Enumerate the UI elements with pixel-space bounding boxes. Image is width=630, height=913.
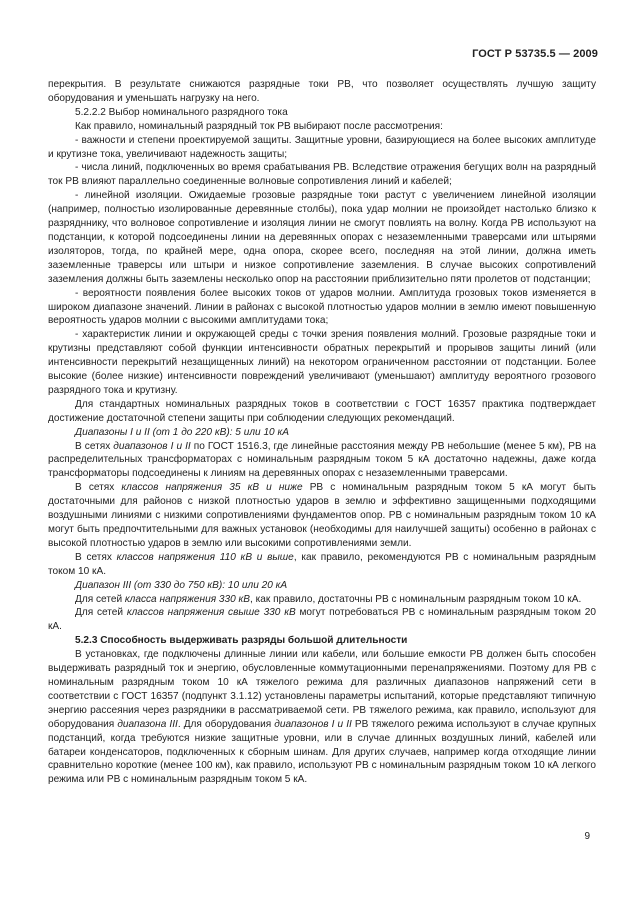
text-run: Для сетей	[75, 593, 125, 605]
paragraph	[48, 440, 596, 482]
text-run: . Для оборудования	[177, 718, 275, 730]
paragraph: перекрытия. В результате снижаются разрядные токи РВ, что позволяет осуществлять лучшую защиту оборудования и уменьшать нагрузку на него.	[48, 79, 596, 104]
italic-run: классов напряжения свыше 330 кВ	[126, 607, 296, 619]
paragraph	[48, 481, 596, 551]
paragraph	[48, 648, 596, 787]
paragraph: - числа линий, подключенных во время срабатывания РВ. Вследствие отражения бегущих волн на разрядный ток РВ влияют параллельно соединенные волновые сопротивления линий и кабелей;	[48, 162, 596, 188]
paragraph	[48, 606, 596, 634]
paragraph: - важности и степени проектируемой защиты. Защитные уровни, базирующиеся на более высоких амплитуде и крутизне тока, увеличивают надежность защиты;	[48, 134, 596, 160]
paragraph	[48, 551, 596, 579]
text-run: , как правило, рекомендуются РВ с номинальным разрядным током 10 кА.	[48, 551, 596, 577]
document-header: ГОСТ Р 53735.5 — 2009	[472, 48, 598, 60]
paragraph: - характеристик линии и окружающей среды с точки зрения появления молний. Грозовые разрядные токи и крутизны представляют собой функции интенсивности обратных перекрытий и прорывов защиты линий (или интенсивности перекрытий незащищенных линий) на некотором ограниченном расстоянии от подстанции. Более высокие (более низкие) интенсивности повреждений увеличивают (уменьшают) амплитуду вероятного грозового разрядного тока и крутизну.	[48, 329, 596, 396]
text-run: Для сетей	[75, 607, 127, 619]
text-run: могут потребоваться РВ с номинальным разрядным током 20 кА.	[48, 607, 597, 633]
paragraph: - линейной изоляции. Ожидаемые грозовые разрядные токи растут с увеличением линейной изоляции (например, полностью изолированные деревянные столбы), пока удар молнии не произойдет настолько близко к разрядннику, что волновое сопротивление и изоляция линии не смогут повлиять на волну. Когда РВ используют на подстанции, к которой подсоединены линии на деревянных опорах с незаземленными траверсами или штырями изоляторов, тогда, по крайней мере, одна опора, скорее всего, последняя на этой линии, должна иметь заземленные траверсы или штыри и низкое сопротивление заземления. В случае высоких сопротивлений заземления должны быть заземлены несколько опор на расстоянии приблизительно пяти пролетов от подстанции;	[48, 190, 596, 285]
text-run: , как правило, достаточны РВ с номинальным разрядным током 10 кА.	[250, 593, 582, 605]
italic-run: диапазонов I и II	[113, 440, 191, 452]
italic-run: классов напряжения 110 кВ и выше	[116, 551, 294, 563]
italic-run: диапазона III	[117, 718, 178, 730]
text-run: В сетях	[75, 482, 122, 494]
text-run: В сетях	[75, 440, 114, 452]
paragraph: 5.2.2.2 Выбор номинального разрядного тока	[75, 106, 288, 118]
paragraph: - вероятности появления более высоких токов от ударов молнии. Амплитуда грозовых токов изменяется в широком диапазоне значений. Линии в районах с высокой плотностью ударов молнии в землю имеют повышенную вероятность ударов молнии с высокими амплитудами тока;	[48, 287, 596, 327]
paragraph: Диапазоны I и II (от 1 до 220 кВ): 5 или 10 кА	[75, 426, 289, 438]
text-run: В сетях	[75, 551, 117, 563]
italic-run: класса напряжения 330 кВ	[124, 593, 251, 605]
document-body	[48, 78, 596, 787]
italic-run: диапазонов I и II	[274, 718, 352, 730]
paragraph: Для стандартных номинальных разрядных токов в соответствии с ГОСТ 16357 практика подтверждает достижение достаточной степени защиты при соблюдении следующих рекомендаций.	[48, 398, 596, 424]
text-run: РВ тяжелого режима используют в случае крупных подстанций, когда требуются низкие защитные уровни, или в случае длинных воздушных линий, кабелей или батареи конденсаторов, подключенных к сборным шинам. Для других случаев, например когда отходящие линии сравнительно короткие (менее 100 км), как правило, используют РВ с номинальным разрядным током 10 кА легкого режима или РВ с номинальным разрядным током 5 кА.	[48, 718, 596, 786]
text-run: РВ с номинальным разрядным током 5 кА могут быть достаточными для районов с низкой плотностью ударов в землю и эффективно защищенными подходящими воздушными линиями с низкими сопротивлениями фундаментов опор. РВ с номинальным разрядным током 10 кА могут быть предпочтительными для важных установок (необходимы для наилучшей защиты) особенно в районах с высокой плотностью ударов в землю или высокими сопротивлениями земли.	[48, 482, 596, 549]
page-number: 9	[584, 831, 590, 842]
text-run: В установках, где подключены длинные линии или кабели, или большие емкости РВ должен быть способен выдерживать разрядный ток и энергию, обусловленные коммутационными перенапряжениями. Поэтому для РВ с номинальным разрядным током 10 кА тяжелого режима для различных диапазонов напряжений сети в соответствии с ГОСТ 16357 (подпункт 3.1.12) установлены параметры испытаний, которые представляют типичную энергию рассеяния через разрядники в рассматриваемой сети. РВ тяжелого режима, как правило, используют для оборудования	[48, 649, 596, 730]
paragraph	[48, 593, 596, 607]
paragraph: Как правило, номинальный разрядный ток РВ выбирают после рассмотрения:	[75, 120, 443, 132]
paragraph: Диапазон III (от 330 до 750 кВ): 10 или 20 кА	[75, 579, 288, 591]
italic-run: классов напряжения 35 кВ и ниже	[121, 482, 303, 494]
section-heading: 5.2.3 Способность выдерживать разряды большой длительности	[75, 635, 408, 647]
text-run: по ГОСТ 1516.3, где линейные расстояния между РВ небольшие (менее 5 км), РВ на распределительных трансформаторах с номинальным разрядным током 5 кА достаточно надежны, даже когда трансформаторы подсоединены к линиям на деревянных опорах с незаземленными траверсами.	[48, 440, 596, 480]
